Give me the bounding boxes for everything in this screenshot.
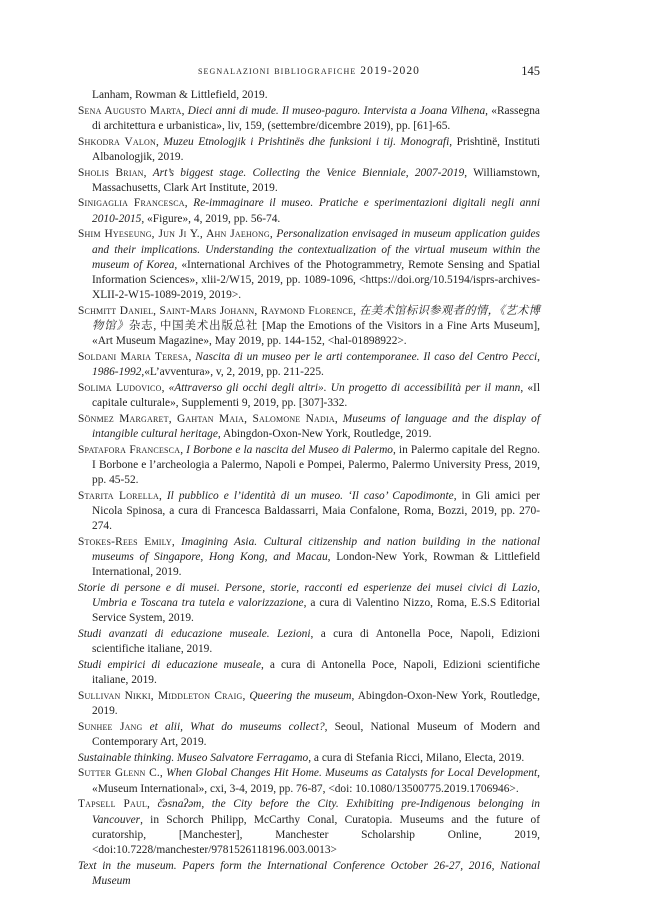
entry-title: When Global Changes Hit Home. Museums as Catalysts for Local Development xyxy=(166,767,538,780)
entry-author: Schmitt Daniel, Saint-Mars Johann, Raymond Florence xyxy=(78,304,354,317)
entry-rest: , in Palermo capitale del Regno. I Borbone e l’archeologia a Palermo, Napoli e Pompei, Palermo, Palermo University Press, 2019, pp. 45-52. xyxy=(92,443,540,487)
entry-rest: , Prishtinë, Instituti Albanologjik, 2019. xyxy=(92,135,540,163)
bib-entry xyxy=(78,689,540,719)
entry-author: Sena Augusto Marta xyxy=(78,104,182,117)
bib-entry xyxy=(78,104,540,134)
entry-rest: , a cura di Antonella Poce, Napoli, Edizioni scientifiche italiane, 2019. xyxy=(92,628,540,656)
entry-rest: , a cura di Stefania Ricci, Milano, Electa, 2019. xyxy=(308,751,525,764)
entry-title: Dieci anni di mude. Il museo-paguro. Intervista a Joana Vilhena xyxy=(187,104,486,117)
bib-entry xyxy=(78,720,540,750)
entry-author: Spatafora Francesca xyxy=(78,443,181,456)
bib-entry xyxy=(78,766,540,796)
entry-rest: , Seoul, National Museum of Modern and Contemporary Art, 2019. xyxy=(92,720,540,749)
entry-rest: , «Museum International», cxi, 3-4, 2019, pp. 76-87, <doi: 10.1080/13500775.2019.1706946>. xyxy=(92,767,540,795)
entry-separator: , xyxy=(334,412,343,425)
bib-entry xyxy=(78,135,540,165)
entry-title: Storie di persone e di musei. Persone, storie, racconti ed esperienze dei musei civici di Lazio, Umbria e Toscana tra tutela e valorizzazione xyxy=(78,582,540,610)
entry-rest: Lanham, Rowman & Littlefield, 2019. xyxy=(92,89,268,101)
page-number: 145 xyxy=(521,64,540,78)
entry-separator: , xyxy=(161,381,169,394)
entry-rest: , in Gli amici per Nicola Spinosa, a cura di Francesca Baldassarri, Maia Confalone, Roma, Bozzi, 2019, pp. 270-274. xyxy=(92,489,540,533)
entry-separator: , xyxy=(181,104,188,117)
entry-title: Nascita di un museo per le arti contemporanee. Il caso del Centro Pecci, 1986-1992 xyxy=(92,350,540,379)
bibliography-list xyxy=(78,88,540,890)
entry-author: Soldani Maria Teresa xyxy=(78,350,189,363)
entry-separator: , xyxy=(171,535,182,548)
bib-entry xyxy=(78,859,540,889)
entry-title: Muzeu Etnologjik i Prishtinës dhe funksioni i tij. Monografi xyxy=(163,135,450,148)
entry-rest: , «International Archives of the Photogrammetry, Remote Sensing and Spatial Information Sciences», xlii-2/W15, 2019, pp. 1089-1096, <https://doi.org/10.5194/isprs-archives-XLII-2-W15-1089-2019, 2019>. xyxy=(92,258,540,302)
entry-author: Shkodra Valon xyxy=(78,135,156,148)
entry-author: Sutter Glenn C. xyxy=(78,767,160,780)
entry-title: Sustainable thinking. Museo Salvatore Ferragamo xyxy=(78,751,309,764)
entry-separator: , xyxy=(143,166,153,179)
entry-rest: , in Schorch Philipp, McCarthy Conal, Curatopia. Museums and the future of curatorship, [Manchester], Manchester Scholarship Online, 2019, <doi:10.7228/manchester/9781526118196.003.0013> xyxy=(92,813,540,856)
entry-author: Stokes-Rees Emily xyxy=(78,535,172,548)
bib-entry xyxy=(78,797,540,858)
entry-rest: , Abingdon-Oxon-New York, Routledge, 2019. xyxy=(92,689,541,718)
entry-separator: , xyxy=(353,304,360,317)
entry-title: 在美术馆标识参观者的情，《艺术博物馆》 xyxy=(92,304,540,333)
bib-entry xyxy=(78,443,540,489)
entry-rest: 杂志, 中国美术出版总社 [Map the Emotions of the Visitors in a Fine Arts Museum], «Art Museum Magazine», May 2019, pp. 144-152, <hal-01898922>. xyxy=(92,320,540,348)
entry-rest: , a cura di Antonella Poce, Napoli, Edizioni scientifiche italiane, 2019. xyxy=(92,659,540,687)
entry-rest: , a cura di Valentino Nizzo, Roma, E.S.S Editorial Service System, 2019. xyxy=(92,597,540,625)
entry-separator: , xyxy=(155,135,164,148)
running-head xyxy=(78,65,540,81)
entry-separator: , xyxy=(269,228,277,241)
entry-author: Sönmez Margaret, Gahtan Maia, Salomone Nadia xyxy=(78,412,335,425)
entry-title: Museums of language and the display of intangible cultural heritage xyxy=(92,412,540,440)
bib-entry xyxy=(78,304,540,350)
entry-rest: , London-New York, Rowman & Littlefield International, 2019. xyxy=(92,551,540,579)
bib-entry xyxy=(78,489,540,535)
entry-separator: , xyxy=(180,443,187,456)
entry-rest: , «Il capitale culturale», Supplementi 9, 2019, pp. [307]-332. xyxy=(92,381,540,410)
entry-author: Sholis Brian xyxy=(78,166,144,179)
entry-rest: ,«L’avventura», v, 2, 2019, pp. 211-225. xyxy=(141,366,324,379)
bib-entry xyxy=(78,88,540,103)
entry-author: Solima Ludovico xyxy=(78,381,162,394)
entry-title: Queering the museum xyxy=(249,689,352,702)
entry-separator: , xyxy=(158,489,167,502)
entry-title: Text in the museum. Papers form the International Conference October 26-27, 2016, National Museum xyxy=(78,859,540,887)
entry-title: «Attraverso gli occhi degli altri». Un progetto di accessibilità per il mann xyxy=(168,381,521,394)
bib-entry xyxy=(78,196,540,226)
entry-author: Sunhee Jang xyxy=(78,720,143,733)
running-title: segnalazioni bibliografiche 2019-2020 xyxy=(197,65,421,77)
entry-author: Starita Lorella xyxy=(78,489,159,502)
entry-rest: , «Rassegna di architettura e urbanistica», liv, 159, (settembre/dicembre 2019), pp. [61]-65. xyxy=(92,104,540,132)
bib-entry xyxy=(78,166,540,196)
entry-title: Il pubblico e l’identità di un museo. ‘Il caso’ Capodimonte xyxy=(166,489,454,502)
bib-entry xyxy=(78,751,540,766)
entry-author: Tapsell Paul xyxy=(78,798,148,811)
entry-separator: , xyxy=(184,197,194,210)
bib-entry xyxy=(78,381,540,411)
entry-title: I Borbone e la nascita del Museo di Palermo xyxy=(186,443,393,456)
bib-entry xyxy=(78,412,540,442)
entry-separator: , xyxy=(242,689,250,702)
bib-entry xyxy=(78,227,540,303)
bib-entry xyxy=(78,627,540,657)
entry-title: Studi empirici di educazione museale xyxy=(78,659,261,672)
entry-title: Re-immaginare il museo. Pratiche e sperimentazioni digitali negli anni 2010-2015 xyxy=(92,197,540,225)
bib-entry xyxy=(78,535,540,581)
entry-rest: , «Figure», 4, 2019, pp. 56-74. xyxy=(141,212,281,225)
bib-entry xyxy=(78,581,540,627)
entry-title: et alii, What do museums collect? xyxy=(149,720,325,733)
bib-entry xyxy=(78,350,540,380)
entry-rest: , Williamstown, Massachusetts, Clark Art Institute, 2019. xyxy=(92,166,540,194)
entry-title: Art’s biggest stage. Collecting the Venice Bienniale, 2007-2019 xyxy=(152,166,465,179)
entry-author: Sinigaglia Francesca xyxy=(78,197,185,210)
bib-entry xyxy=(78,658,540,688)
entry-separator: , xyxy=(159,767,167,780)
entry-separator: , xyxy=(188,350,196,363)
entry-title: č̓əsnaʔəm, the City before the City. Exhibiting pre-Indigenous belonging in Vancouver xyxy=(92,798,540,826)
entry-title: Studi avanzati di educazione museale. Lezioni xyxy=(78,628,311,641)
entry-title: Personalization envisaged in museum application guides and their implications. Understanding the contextualization of the virtual museum within the museum of Korea xyxy=(92,228,540,271)
entry-author: Shim Hyeseung, Jun Ji Y., Ahn Jaehong xyxy=(78,228,270,241)
entry-separator xyxy=(143,721,150,733)
entry-author: Sullivan Nikki, Middleton Craig xyxy=(78,689,243,702)
entry-title: Imagining Asia. Cultural citizenship and nation building in the national museums of Singapore, Hong Kong, and Macau xyxy=(92,535,540,564)
entry-separator: , xyxy=(147,798,158,811)
entry-rest: , Abingdon-Oxon-New York, Routledge, 2019. xyxy=(217,427,432,440)
